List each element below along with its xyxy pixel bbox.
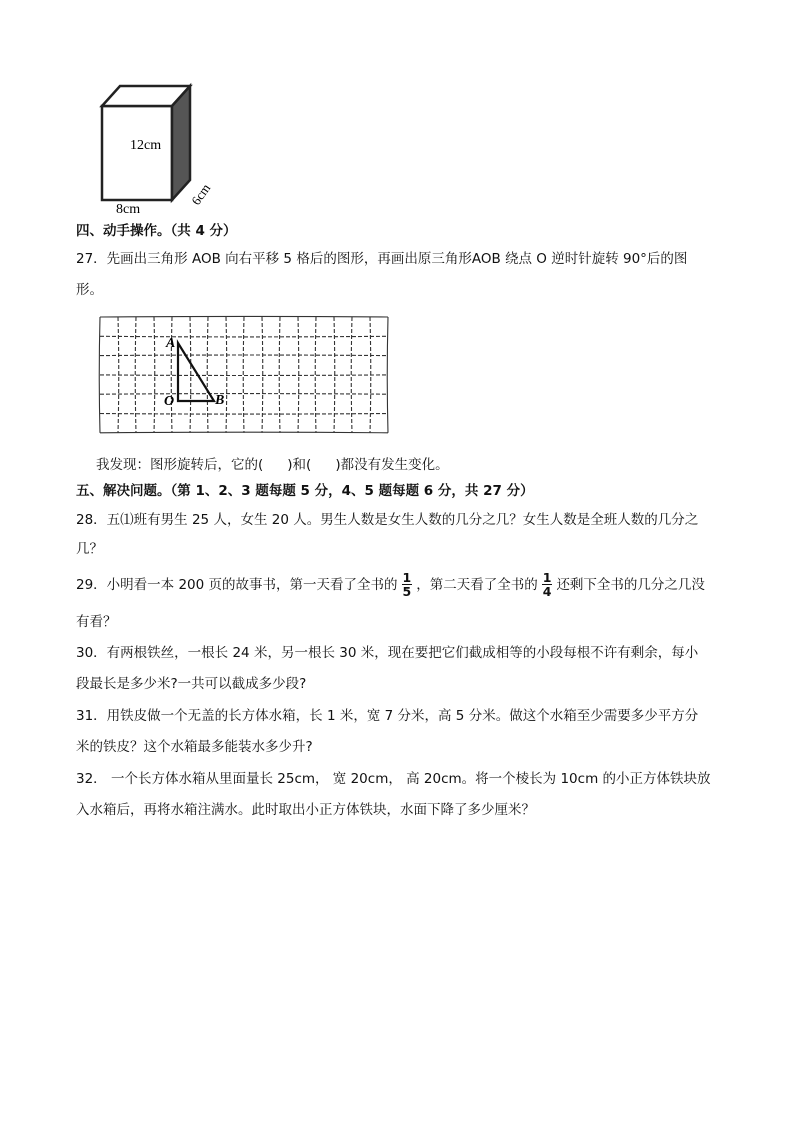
q31-line2: 米的铁皮？这个水箱最多能装水多少升? xyxy=(76,739,313,755)
grid-line-horizontal xyxy=(100,316,388,317)
q29-part3: 还剩下全书的几分之几没 xyxy=(556,577,705,593)
frac1-numerator: 1 xyxy=(402,570,412,585)
section5-heading: 五、解决问题。（第 1、2、3 题每题 5 分，4、5 题每题 6 分，共 27 分） xyxy=(76,483,534,499)
label-O: O xyxy=(164,394,175,409)
grid-line-vertical xyxy=(279,317,280,433)
cuboid-width-label: 8cm xyxy=(116,202,141,217)
discovery-line xyxy=(96,455,449,475)
grid-line-vertical xyxy=(99,317,100,433)
cuboid-figure xyxy=(92,80,222,218)
cuboid-height-label: 12cm xyxy=(130,138,162,153)
q32-line2: 入水箱后，再将水箱注满水。此时取出小正方体铁块，水面下降了多少厘米？ xyxy=(76,802,535,818)
grid-line-vertical xyxy=(315,317,316,433)
q28-line2: 几？ xyxy=(76,541,103,557)
q29-line1 xyxy=(76,570,705,600)
grid-line-horizontal xyxy=(100,355,388,356)
q31-line1: 31．用铁皮做一个无盖的长方体水箱，长 1 米，宽 7 分米，高 5 分米。做这个水箱至少需要多少平方分 xyxy=(76,708,699,724)
q29-line2: 有看？ xyxy=(76,614,117,630)
grid-figure xyxy=(98,314,392,442)
grid-line-vertical xyxy=(387,317,388,433)
fraction-one-fifth xyxy=(402,572,413,598)
label-A: A xyxy=(166,336,176,351)
q28-line1: 28．五⑴班有男生 25 人，女生 20 人。男生人数是女生人数的几分之几？女生人数是全班人数的几分之 xyxy=(76,512,699,528)
q27-line2: 形。 xyxy=(76,282,103,298)
q29-part1: 29．小明看一本 200 页的故事书，第一天看了全书的 xyxy=(76,577,398,593)
frac1-denominator: 5 xyxy=(402,584,412,599)
q27-line1: 27．先画出三角形 AOB 向右平移 5 格后的图形，再画出原三角形AOB 绕点 O 逆时针旋转 90°后的图 xyxy=(76,251,688,267)
cuboid-depth-label: 6cm xyxy=(188,180,214,208)
grid-line-horizontal xyxy=(100,336,388,337)
q30-line1: 30．有两根铁丝，一根长 24 米，另一根长 30 米，现在要把它们截成相等的小段每根不许有剩余，每小 xyxy=(76,645,699,661)
grid-line-vertical xyxy=(171,317,172,433)
q29-part2: ，第二天看了全书的 xyxy=(416,577,538,593)
discovery-part1: 我发现：图形旋转后，它的( xyxy=(96,457,264,473)
section4-heading: 四、动手操作。（共 4 分） xyxy=(76,223,237,239)
grid-line-vertical xyxy=(243,317,244,433)
grid-line-vertical xyxy=(135,317,136,433)
fraction-one-fourth xyxy=(542,572,553,598)
grid-line-vertical xyxy=(351,317,352,433)
q32-line1: 32． 一个长方体水箱从里面量长 25cm， 宽 20cm， 高 20cm。将一个棱长为 10cm 的小正方体铁块放 xyxy=(76,771,711,787)
label-B: B xyxy=(215,393,225,408)
grid-line-horizontal xyxy=(100,394,388,395)
discovery-part2: )和( xyxy=(287,457,312,473)
grid-line-vertical xyxy=(262,317,263,433)
q30-line2: 段最长是多少米?一共可以截成多少段? xyxy=(76,676,307,692)
grid-line-horizontal xyxy=(100,414,388,415)
grid-line-horizontal xyxy=(100,375,388,376)
grid-line-vertical xyxy=(226,317,227,433)
frac2-numerator: 1 xyxy=(542,570,552,585)
discovery-part3: )都没有发生变化。 xyxy=(335,457,449,473)
grid-line-vertical xyxy=(207,317,208,433)
frac2-denominator: 4 xyxy=(542,584,552,599)
grid-line-horizontal xyxy=(100,432,388,433)
